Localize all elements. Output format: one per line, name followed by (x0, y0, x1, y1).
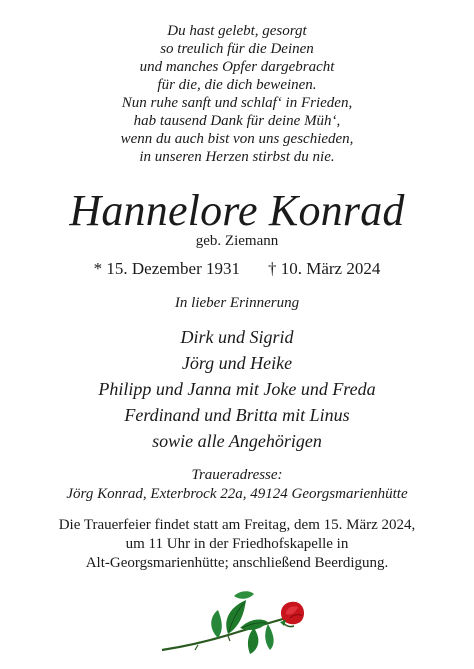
poem-line: so treulich für die Deinen (160, 41, 314, 57)
mourning-address (0, 466, 474, 504)
poem-line: für die, die dich beweinen. (157, 77, 317, 93)
life-dates (0, 258, 474, 280)
poem-line: und manches Opfer dargebracht (139, 59, 335, 75)
poem-line: wenn du auch bist von uns geschieden, (120, 131, 354, 147)
address-label: Traueradresse: (191, 467, 283, 483)
deceased-name: Hannelore Konrad (69, 186, 405, 235)
mourners-list (0, 324, 474, 454)
poem-line: Nun ruhe sanft und schlaf‘ in Frieden, (121, 95, 353, 111)
birth-date: * 15. Dezember 1931 (93, 259, 240, 278)
rose-icon (158, 588, 308, 664)
funeral-line: um 11 Uhr in der Friedhofskapelle in (125, 536, 349, 552)
poem (0, 22, 474, 166)
funeral-line: Alt-Georgsmarienhütte; anschließend Beerdigung. (85, 555, 389, 571)
address-line: Jörg Konrad, Exterbrock 22a, 49124 Georgsmarienhütte (66, 486, 408, 502)
mourner-entry: Jörg und Heike (181, 353, 293, 373)
poem-line: hab tausend Dank für deine Müh‘, (133, 113, 341, 129)
death-date: † 10. März 2024 (267, 259, 381, 278)
mourner-entry: Dirk und Sigrid (180, 327, 294, 347)
mourner-entry: sowie alle Angehörigen (152, 431, 322, 451)
maiden-name: geb. Ziemann (195, 233, 279, 249)
funeral-line: Die Trauerfeier findet statt am Freitag, dem 15. März 2024, (58, 517, 416, 533)
poem-line: in unseren Herzen stirbst du nie. (139, 149, 335, 165)
mourner-entry: Ferdinand und Britta mit Linus (124, 405, 350, 425)
poem-line: Du hast gelebt, gesorgt (167, 23, 307, 39)
funeral-info (0, 516, 474, 573)
mourner-entry: Philipp und Janna mit Joke und Freda (98, 379, 376, 399)
memory-line: In lieber Erinnerung (174, 295, 300, 311)
